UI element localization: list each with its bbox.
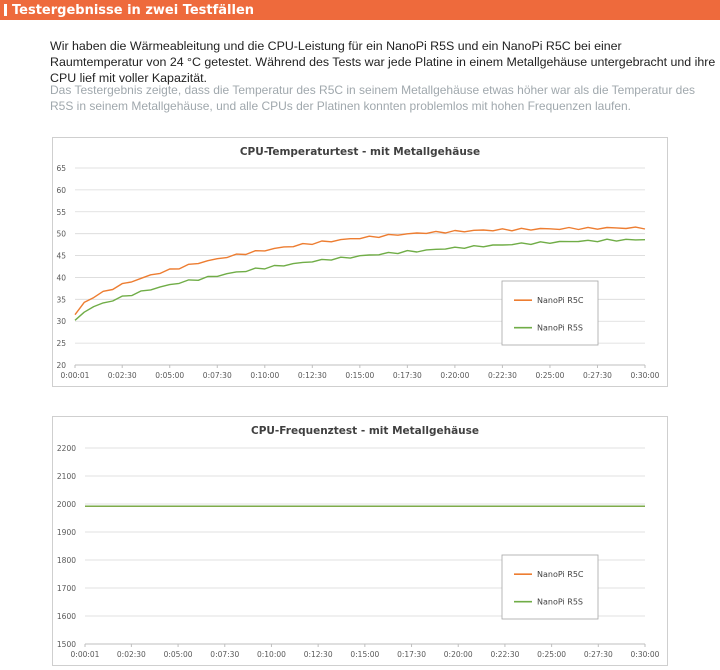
x-tick-label: 0:02:30 bbox=[107, 371, 137, 380]
x-tick-label: 0:20:00 bbox=[440, 371, 470, 380]
header-marker bbox=[4, 4, 7, 16]
chart-title: CPU-Frequenztest - mit Metallgehäuse bbox=[251, 425, 479, 437]
x-tick-label: 0:22:30 bbox=[487, 371, 517, 380]
x-tick-label: 0:12:30 bbox=[297, 371, 327, 380]
x-tick-label: 0:17:30 bbox=[392, 371, 422, 380]
frequency-chart-svg bbox=[53, 417, 669, 667]
y-tick-label: 1900 bbox=[56, 528, 76, 537]
x-tick-label: 0:25:00 bbox=[537, 650, 567, 659]
x-tick-label: 0:17:30 bbox=[397, 650, 426, 659]
y-tick-label: 2000 bbox=[56, 500, 76, 509]
y-tick-label: 60 bbox=[56, 185, 66, 195]
temperature-chart-svg bbox=[53, 138, 669, 388]
legend-label: NanoPi R5C bbox=[537, 570, 584, 580]
y-tick-label: 2100 bbox=[56, 472, 76, 481]
y-tick-label: 1800 bbox=[56, 556, 76, 565]
section-title: Testergebnisse in zwei Testfällen bbox=[12, 2, 255, 18]
x-tick-label: 0:12:30 bbox=[303, 650, 333, 659]
y-tick-label: 40 bbox=[56, 273, 66, 283]
y-tick-label: 20 bbox=[56, 361, 66, 370]
x-tick-label: 0:22:30 bbox=[490, 650, 520, 659]
x-tick-label: 0:30:00 bbox=[630, 650, 660, 659]
section-header bbox=[0, 0, 720, 20]
x-tick-label: 0:27:30 bbox=[583, 650, 613, 659]
x-tick-label: 0:02:30 bbox=[116, 650, 146, 659]
x-tick-label: 0:25:00 bbox=[535, 371, 565, 380]
legend-label: NanoPi R5C bbox=[537, 296, 584, 306]
y-tick-label: 2200 bbox=[56, 444, 76, 453]
x-tick-label: 0:15:00 bbox=[345, 371, 375, 380]
result-paragraph: Das Testergebnis zeigte, dass die Temperatur des R5C in seinem Metallgehäuse etwas höher war als die Temperatur des R5S in seinem Metallgehäuse, und alle CPUs der Platinen konnten problemlos mit hohen Frequenzen laufen. bbox=[50, 83, 696, 113]
x-tick-label: 0:00:01 bbox=[60, 371, 90, 380]
x-tick-label: 0:00:01 bbox=[70, 650, 100, 659]
y-tick-label: 55 bbox=[56, 207, 66, 217]
y-tick-label: 30 bbox=[56, 317, 66, 327]
y-tick-label: 1700 bbox=[56, 584, 76, 593]
x-tick-label: 0:07:30 bbox=[210, 650, 240, 659]
x-tick-label: 0:27:30 bbox=[583, 371, 612, 380]
x-tick-label: 0:30:00 bbox=[630, 371, 660, 380]
x-tick-label: 0:15:00 bbox=[350, 650, 380, 659]
x-tick-label: 0:05:00 bbox=[163, 650, 193, 659]
x-tick-label: 0:20:00 bbox=[443, 650, 473, 659]
temperature-chart bbox=[52, 137, 668, 387]
y-tick-label: 50 bbox=[56, 229, 66, 239]
y-tick-label: 1600 bbox=[56, 612, 76, 621]
legend-label: NanoPi R5S bbox=[537, 597, 583, 607]
x-tick-label: 0:10:00 bbox=[256, 650, 286, 659]
x-tick-label: 0:05:00 bbox=[155, 371, 185, 380]
chart-title: CPU-Temperaturtest - mit Metallgehäuse bbox=[239, 146, 481, 158]
y-tick-label: 25 bbox=[56, 339, 66, 349]
y-tick-label: 35 bbox=[56, 295, 66, 305]
y-tick-label: 1500 bbox=[56, 640, 76, 649]
legend-box bbox=[502, 281, 598, 345]
frequency-chart bbox=[52, 416, 668, 666]
legend-label: NanoPi R5S bbox=[537, 323, 583, 333]
x-tick-label: 0:10:00 bbox=[250, 371, 280, 380]
legend-box bbox=[502, 555, 598, 619]
intro-paragraph: Wir haben die Wärmeableitung und die CPU-Leistung für ein NanoPi R5S und ein NanoPi R5C bei einer Raumtemperatur von 24 °C getestet. Während des Tests war jede Platine in einem Metallgehäuse untergebracht und ihre CPU lief mit voller Kapazität. bbox=[50, 39, 716, 85]
y-tick-label: 65 bbox=[56, 164, 66, 173]
y-tick-label: 45 bbox=[56, 251, 66, 261]
x-tick-label: 0:07:30 bbox=[202, 371, 232, 380]
